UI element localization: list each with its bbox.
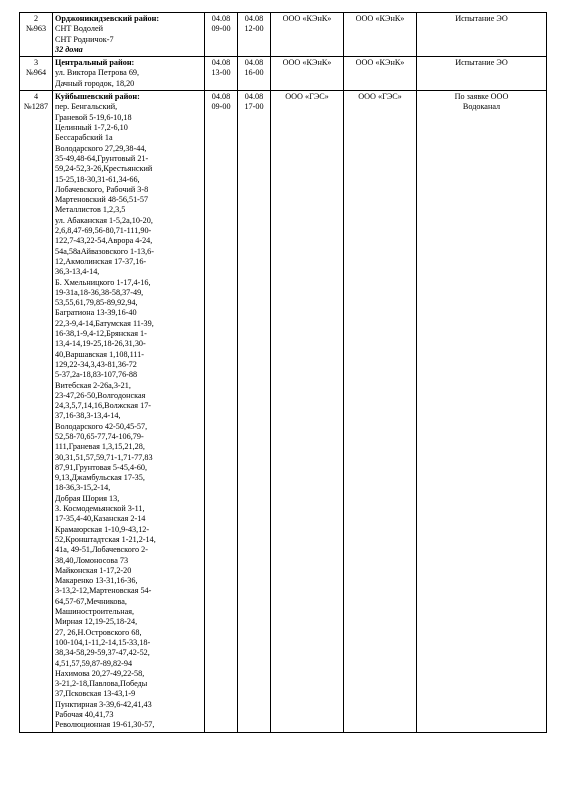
document-number: №1287 — [23, 102, 49, 112]
start-time: 09-00 — [211, 102, 231, 112]
start-time: 09-00 — [211, 24, 231, 34]
house-count: 32 дома — [55, 44, 83, 54]
owner-org: ООО «ГЭС» — [358, 92, 402, 102]
address-line: Металлистов 1,2,3,5 — [55, 205, 126, 215]
address-line: Рабочая 40,41,73 — [55, 710, 114, 719]
address-line: ул. Абаканская 1-5,2а,10-20, — [55, 215, 153, 225]
address-line: 18-36,3-15,2-14, — [55, 483, 111, 493]
address-line: 41а, 49-51,Лобачевского 2- — [55, 545, 148, 555]
address-line: 9,13,Джамбульская 17-35, — [55, 473, 145, 483]
address-line: 27, 26,Н.Островского 68, — [55, 627, 142, 637]
executor-cell — [271, 57, 344, 91]
document-number: №964 — [25, 68, 47, 78]
address-line: 30,31,51,57,59,71-1,71-77,83 — [55, 452, 153, 462]
address-line: Макаренко 13-31,16-36, — [55, 576, 138, 586]
address-line: Володарского 42-50,45-57, — [55, 421, 148, 431]
table-row — [20, 57, 547, 91]
start-cell — [205, 57, 238, 91]
end-time: 17-00 — [244, 102, 264, 112]
address-line: 15-25,18-30,31-61,34-66, — [55, 174, 140, 184]
owner-cell — [344, 13, 417, 57]
executor-cell — [271, 91, 344, 732]
address-line: 13,4-14,19-25,18-26,31,30- — [55, 339, 146, 349]
address-line: 23-47,26-50,Волгодонская — [55, 390, 146, 400]
address-line: 19-31а,18-36,38-58,37-49, — [55, 287, 144, 297]
address-cell — [53, 13, 205, 57]
executor-org: ООО «КЭнК» — [282, 14, 332, 23]
address-line: Мирная 12,19-25,18-24, — [55, 617, 138, 627]
owner-cell — [344, 57, 417, 91]
table-row — [20, 91, 547, 732]
address-line: Бессарабский 1а — [55, 133, 113, 143]
row-number: 3 — [33, 58, 39, 68]
address-line: СНТ Водолей — [55, 24, 103, 34]
executor-org: ООО «КЭнК» — [282, 58, 332, 68]
address-line: Нахимова 20,27-49,22-58, — [55, 668, 145, 678]
reason-text: По заявке ООО — [454, 92, 509, 102]
address-line: 12,Акмолинская 17-37,16- — [55, 256, 147, 266]
address-line: пер. Бенгальский, — [55, 102, 118, 112]
address-line: 40,Варшавская 1,108,111- — [55, 349, 144, 359]
address-line: Пунктирная 3-39,6-42,41,43 — [55, 699, 152, 709]
address-line: 22,3-9,4-14,Батумская 11-39, — [55, 318, 154, 328]
address-line: 2,6,8,47-69,56-80,71-111,90- — [55, 226, 152, 236]
end-date: 04.08 — [244, 58, 264, 68]
address-line: Володарского 27,29,38-44, — [55, 143, 147, 153]
address-line: Революционная 19-61,30-57, — [55, 720, 155, 730]
reason-cell — [417, 13, 547, 57]
address-line: 54а,58аАйвазовского 1-13,6- — [55, 246, 154, 256]
end-cell — [238, 57, 271, 91]
address-line: Мартеновский 48-56,51-57 — [55, 195, 149, 205]
address-line: 24,3,5,7,14,16,Волжская 17- — [55, 401, 152, 411]
address-line: Целинный 1-7,2-6,10 — [55, 123, 128, 133]
address-line: СНТ Родничок-7 — [55, 34, 114, 44]
start-cell — [205, 91, 238, 732]
address-line: 36,3-13,4-14, — [55, 267, 100, 277]
row-number-cell — [20, 57, 53, 91]
address-line: Майконская 1-17,2-20 — [55, 565, 132, 575]
address-line: 5-37,2а-18,83-107,76-88 — [55, 370, 138, 380]
executor-cell — [271, 13, 344, 57]
executor-org: ООО «ГЭС» — [285, 92, 329, 102]
address-line: З. Космодемьянской 3-11, — [55, 504, 145, 514]
owner-cell — [344, 91, 417, 732]
address-line: Дачный городок, 18,20 — [55, 78, 135, 88]
address-line: Крамаюрская 1-10,9-43,12- — [55, 524, 150, 534]
address-line: 59,24-52,3-26,Крестьянский — [55, 164, 153, 174]
end-time: 12-00 — [244, 24, 264, 34]
reason-cell — [417, 91, 547, 732]
address-line: Добрая Шория 13, — [55, 493, 120, 503]
row-number: 4 — [33, 92, 39, 102]
start-cell — [205, 13, 238, 57]
start-date: 04.08 — [211, 58, 231, 68]
address-cell — [53, 91, 205, 732]
owner-org: ООО «КЭнК» — [355, 58, 405, 68]
address-line: 64,57-67,Мечникова, — [55, 596, 127, 606]
address-line: 3-13,2-12,Мартеновская 54- — [55, 586, 152, 596]
address-line: Граневой 5-19,6-10,18 — [55, 112, 132, 122]
address-line: 52,Кронштадтская 1-21,2-14, — [55, 534, 156, 544]
address-line: 37,16-38,3-13,4-14, — [55, 411, 121, 421]
row-number-cell — [20, 91, 53, 732]
district-name: Орджоникидзевский район: — [55, 14, 160, 23]
address-line: Лобачевского, Рабочий 3-8 — [55, 184, 149, 194]
address-line: 38,40,Ломоносова 73 — [55, 555, 129, 565]
reason-text: Водоканал — [462, 102, 501, 112]
table-row — [20, 13, 547, 57]
address-line: 35-49,48-64,Грунтовый 21- — [55, 153, 149, 163]
reason-cell — [417, 57, 547, 91]
end-date: 04.08 — [244, 14, 264, 23]
address-line: 17-35,4-40,Казанская 2-14 — [55, 514, 146, 524]
address-line: 4,51,57,59,87-89,82-94 — [55, 658, 133, 668]
outage-table — [19, 12, 547, 733]
address-line: 37,Псковская 13-43,1-9 — [55, 689, 136, 699]
address-line: 100-104,1-11,2-14,15-33,18- — [55, 637, 151, 647]
start-time: 13-00 — [211, 68, 231, 78]
start-date: 04.08 — [211, 92, 231, 102]
address-line: 16-38,1-9,4-12,Брянская 1- — [55, 329, 147, 339]
row-number-cell — [20, 13, 53, 57]
owner-org: ООО «КЭнК» — [355, 14, 405, 23]
district-name: Куйбышевский район: — [55, 92, 140, 102]
document-number: №963 — [25, 24, 47, 34]
district-name: Центральный район: — [55, 58, 135, 68]
address-line: Витебская 2-26а,3-21, — [55, 380, 131, 390]
address-line: 129,22-34,3,43-81,36-72 — [55, 359, 137, 369]
end-cell — [238, 91, 271, 732]
address-line: 3-21,2-18,Павлова,Победы — [55, 679, 148, 689]
end-cell — [238, 13, 271, 57]
end-date: 04.08 — [244, 92, 264, 102]
address-line: Б. Хмельницкого 1-17,4-16, — [55, 277, 151, 287]
start-date: 04.08 — [211, 14, 231, 23]
address-cell — [53, 57, 205, 91]
address-line: Машиностроительная, — [55, 607, 135, 617]
address-line: 38,34-58,29-59,37-47,42-52, — [55, 648, 150, 658]
address-line: 122,7-43,22-54,Аврора 4-24, — [55, 236, 153, 246]
address-line: 53,55,61,79,85-89,92,94, — [55, 298, 138, 308]
address-line: 52,58-70,65-77,74-106,79- — [55, 431, 144, 441]
address-line: ул. Виктора Петрова 69, — [55, 68, 140, 78]
address-line: 111,Граневая 1,3,15,21,28, — [55, 442, 145, 452]
reason-text: Испытание ЭО — [455, 14, 508, 23]
row-number: 2 — [33, 14, 39, 23]
end-time: 16-00 — [244, 68, 264, 78]
address-line: Багратиона 13-39,16-40 — [55, 308, 137, 318]
address-line: 87,91,Грунтовая 5-45,4-60, — [55, 462, 148, 472]
reason-text: Испытание ЭО — [455, 58, 508, 68]
